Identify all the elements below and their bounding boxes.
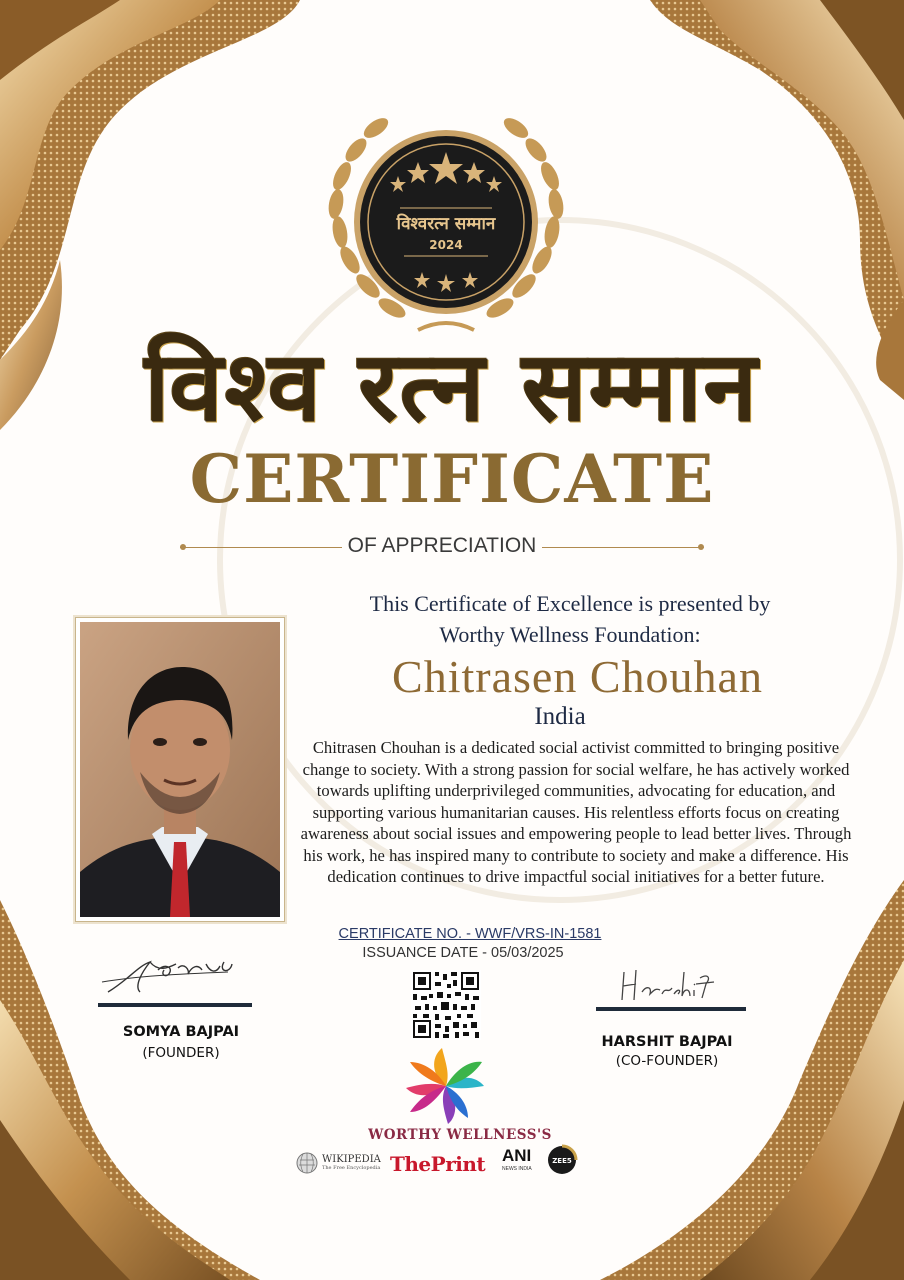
emblem-year: 2024 bbox=[429, 238, 463, 252]
recipient-name: Chitrasen Chouhan bbox=[392, 651, 763, 702]
emblem-badge bbox=[318, 104, 574, 340]
issuance-date: ISSUANCE DATE - 05/03/2025 bbox=[362, 945, 564, 961]
cofounder-signature-image bbox=[596, 964, 748, 1004]
subtitle-row bbox=[180, 534, 704, 560]
recipient-country: India bbox=[534, 703, 586, 730]
wikipedia-text: WIKIPEDIA bbox=[322, 1154, 381, 1165]
signature-block-right bbox=[596, 964, 748, 1011]
certificate-number[interactable]: CERTIFICATE NO. - WWF/VRS-IN-1581 bbox=[338, 926, 602, 942]
wikipedia-logo bbox=[296, 1150, 391, 1178]
lotus-logo-icon bbox=[402, 1046, 490, 1126]
worthy-wellness-brand: WORTHY WELLNESS'S bbox=[368, 1127, 552, 1143]
qr-code-icon[interactable] bbox=[411, 970, 481, 1040]
founder-role: (FOUNDER) bbox=[142, 1045, 220, 1061]
ani-tagline: NEWS INDIA bbox=[502, 1166, 532, 1172]
ani-logo: ANI bbox=[502, 1146, 532, 1165]
certificate-subtitle: OF APPRECIATION bbox=[342, 534, 543, 557]
signature-block-left bbox=[98, 952, 256, 1007]
founder-name: SOMYA BAJPAI bbox=[122, 1024, 240, 1040]
recipient-photo bbox=[80, 622, 280, 917]
theprint-logo: ThePrint bbox=[390, 1152, 486, 1176]
recipient-photo-frame bbox=[75, 617, 285, 922]
emblem-title: विश्वरत्न सम्मान bbox=[396, 214, 496, 234]
zee5-text: ZEE5 bbox=[552, 1157, 572, 1165]
cofounder-name: HARSHIT BAJPAI bbox=[601, 1034, 733, 1050]
cofounder-role: (CO-FOUNDER) bbox=[615, 1053, 719, 1069]
wikipedia-globe-icon bbox=[296, 1152, 318, 1174]
hindi-title: विश्व रत्न सम्मान bbox=[144, 330, 760, 443]
wikipedia-tagline: The Free Encyclopedia bbox=[322, 1165, 381, 1171]
founder-signature-image bbox=[98, 952, 256, 998]
presented-line-1: This Certificate of Excellence is presented by bbox=[369, 591, 771, 616]
zee5-logo-icon bbox=[546, 1144, 578, 1176]
presented-by bbox=[300, 588, 840, 650]
presented-line-2: Worthy Wellness Foundation: bbox=[439, 622, 701, 647]
certificate-title: CERTIFICATE bbox=[189, 440, 715, 518]
recipient-bio: Chitrasen Chouhan is a dedicated social activist committed to bringing positive change to society. With a strong passion for social welfare, he has actively worked towards uplifting underprivileged communities, advocating for education, and supporting various humanitarian causes. His relentless efforts focus on creating awareness about social issues and empowering people to lead better lives. Through his work, he has inspired many to contribute to society and make a difference. His dedication continues to drive impactful social initiatives for a better future. bbox=[300, 738, 852, 886]
